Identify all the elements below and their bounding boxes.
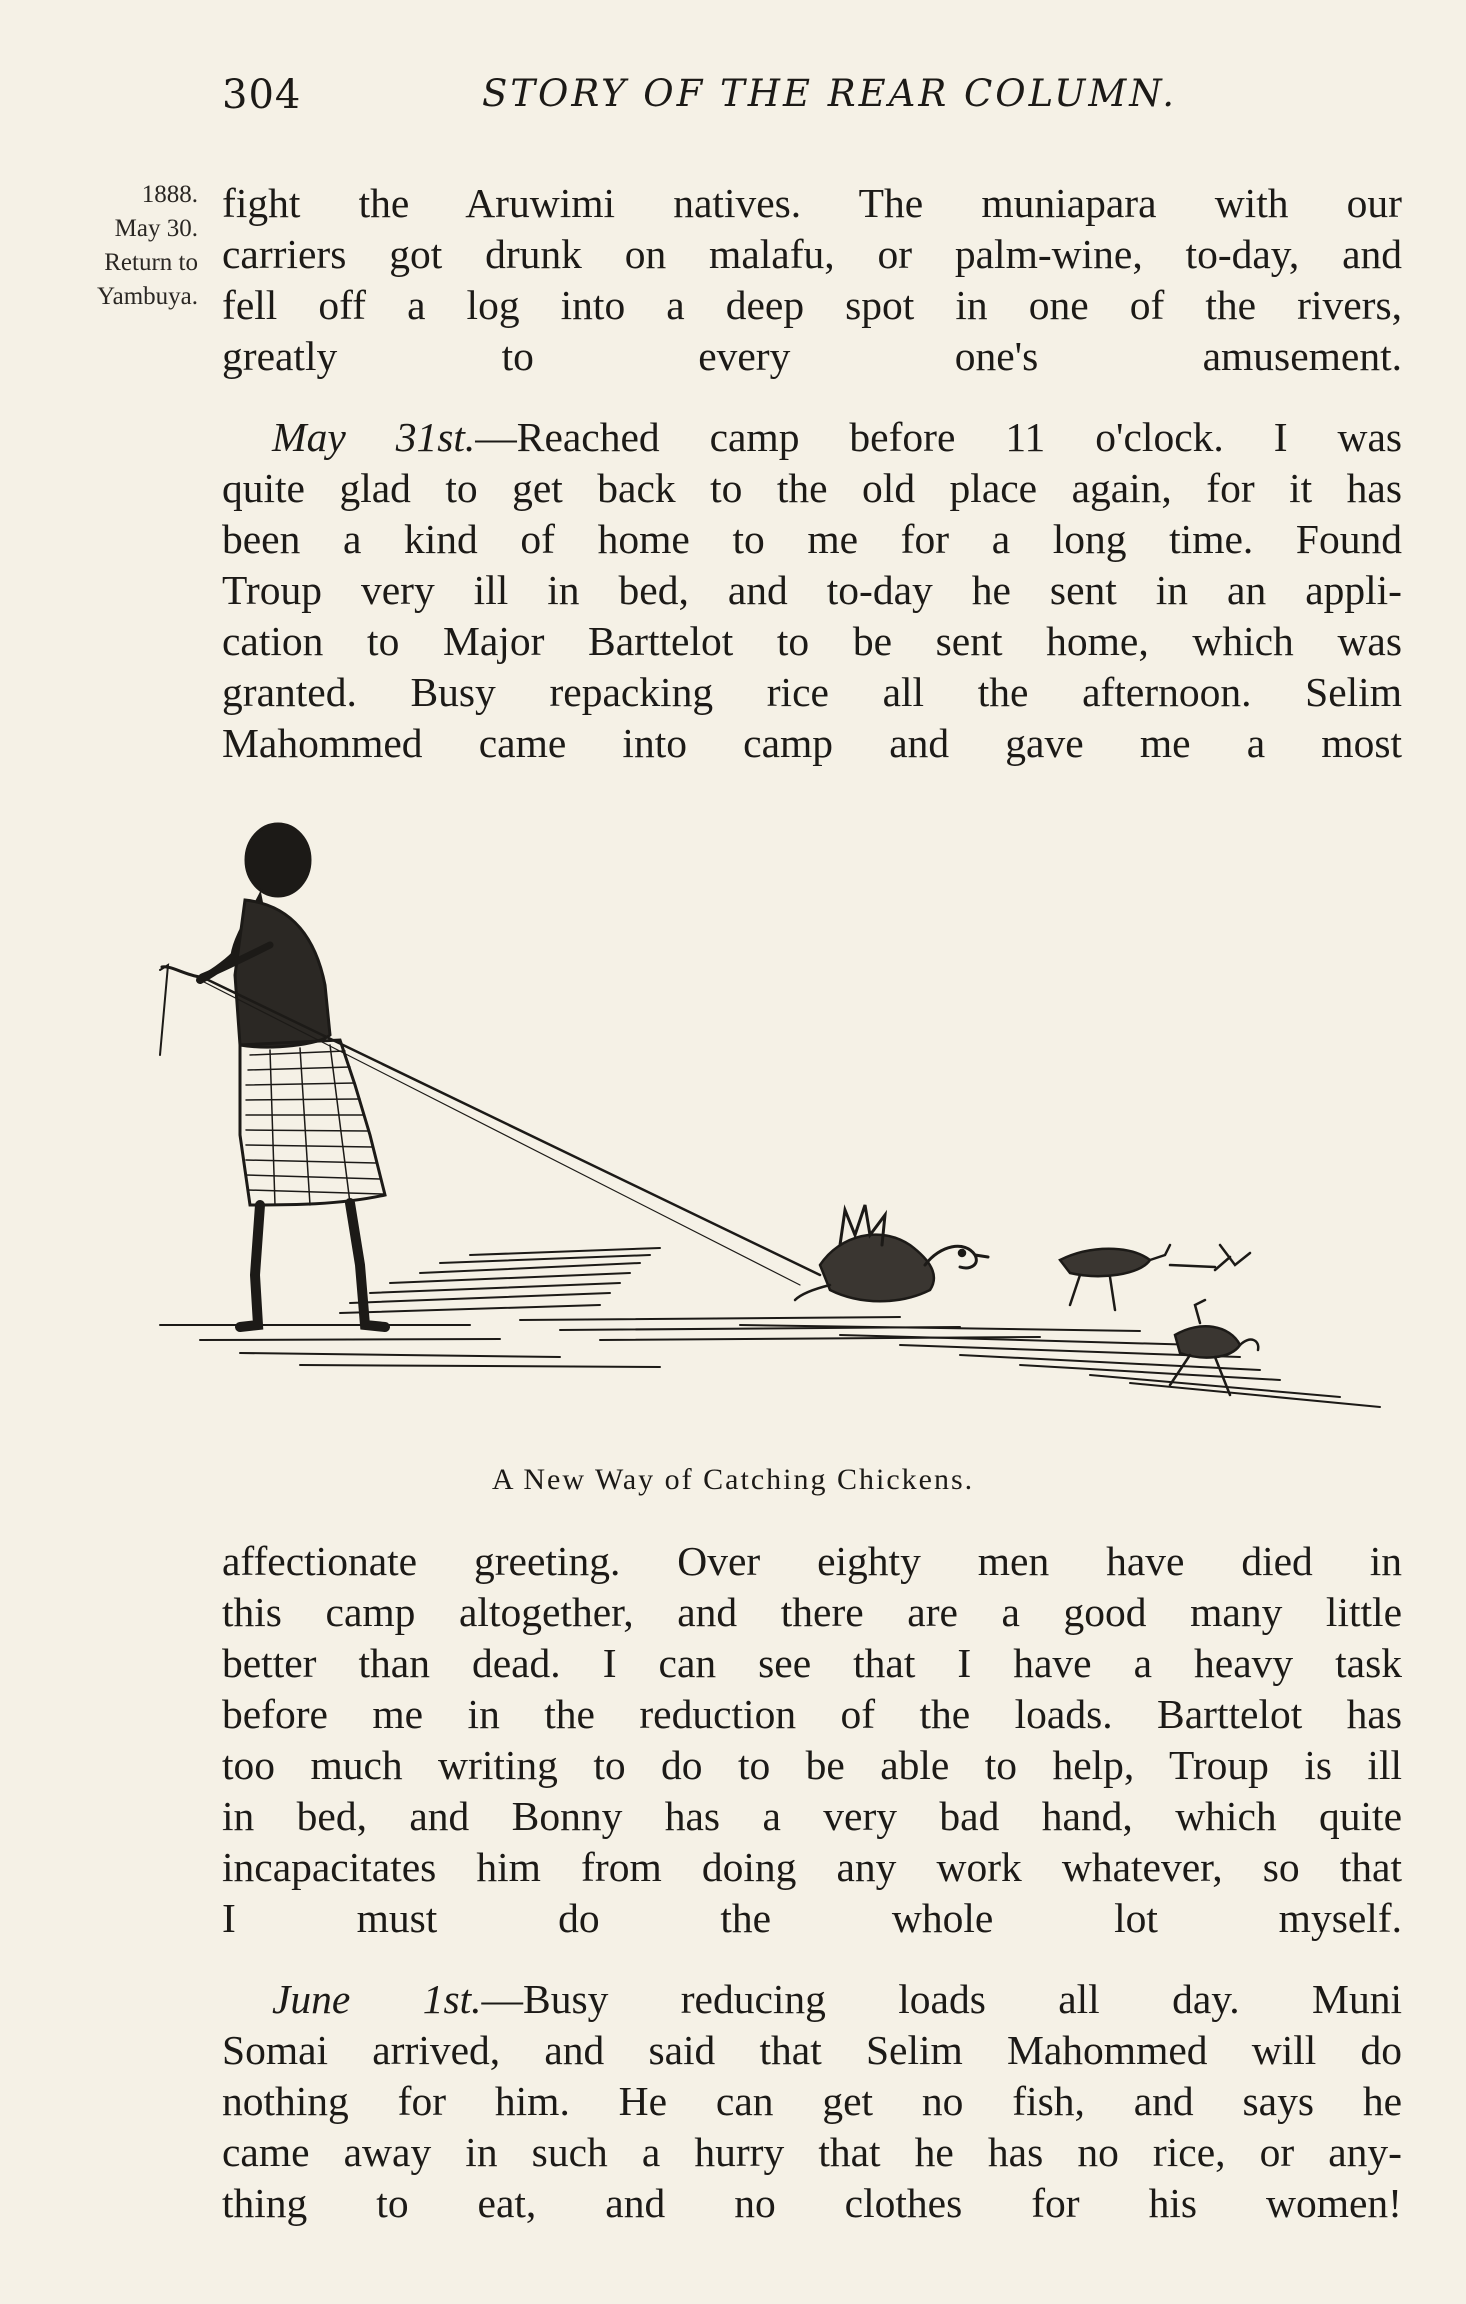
chicken-right-upper	[1060, 1245, 1250, 1310]
man-figure	[160, 824, 385, 1327]
margin-note-year: 1888.	[141, 181, 198, 208]
text-line: fell off a log into a deep spot in one of the rivers,	[222, 282, 1402, 328]
text-line: nothing for him. He can get no fish, and says he	[222, 2078, 1402, 2124]
text-line: this camp altogether, and there are a good many little	[222, 1589, 1402, 1635]
snare-line	[202, 981, 800, 1285]
text-line: quite glad to get back to the old place again, for it has	[222, 465, 1402, 511]
entry-date: May 31st.	[272, 414, 476, 460]
text-line: been a kind of home to me for a long time. Found	[222, 516, 1402, 562]
margin-note-date: May 30.	[114, 215, 198, 242]
text-block-upper	[222, 178, 1402, 799]
running-title: STORY OF THE REAR COLUMN.	[482, 72, 1177, 115]
running-head	[222, 72, 1402, 132]
text-line: too much writing to do to be able to help, Troup is ill	[222, 1742, 1402, 1788]
text-block-lower	[222, 1536, 1402, 2259]
entry-date: June 1st.	[272, 1976, 482, 2022]
paragraph-may31-continued	[222, 1536, 1402, 1944]
page-number: 304	[222, 72, 302, 118]
text-line: thing to eat, and no clothes for his women!	[222, 2180, 1402, 2226]
text-line: affectionate greeting. Over eighty men have died in	[222, 1538, 1402, 1584]
text-line: Mahommed came into camp and gave me a most	[222, 720, 1402, 766]
text-line-first	[222, 412, 1402, 463]
text-line: carriers got drunk on malafu, or palm-wine, to-day, and	[222, 231, 1402, 277]
paragraph-may30	[222, 178, 1402, 382]
margin-note-subject-2: Yambuya.	[97, 283, 198, 310]
text-fragment: —Busy reducing loads all day. Muni	[481, 1976, 1402, 2022]
text-line: greatly to every one's amusement.	[222, 333, 1402, 379]
text-line: incapacitates him from doing any work whatever, so that	[222, 1844, 1402, 1890]
text-line: came away in such a hurry that he has no rice, or any-	[222, 2129, 1402, 2175]
text-line-first	[222, 1974, 1402, 2025]
text-line: fight the Aruwimi natives. The muniapara with our	[222, 180, 1402, 226]
engraving-illustration	[140, 805, 1400, 1445]
text-line: Troup very ill in bed, and to-day he sent in an appli-	[222, 567, 1402, 613]
text-fragment: —Reached camp before 11 o'clock. I was	[475, 414, 1403, 460]
text-line: I must do the whole lot myself.	[222, 1895, 1402, 1941]
chicken-center	[795, 1205, 988, 1301]
text-line: cation to Major Barttelot to be sent home, which was	[222, 618, 1402, 664]
paragraph-may31	[222, 412, 1402, 769]
text-line: granted. Busy repacking rice all the afternoon. Selim	[222, 669, 1402, 715]
text-line: better than dead. I can see that I have a heavy task	[222, 1640, 1402, 1686]
rope-line	[202, 977, 820, 1275]
text-line: Somai arrived, and said that Selim Mahommed will do	[222, 2027, 1402, 2073]
paragraph-june1	[222, 1974, 1402, 2229]
margin-note	[30, 178, 198, 314]
text-line: before me in the reduction of the loads. Barttelot has	[222, 1691, 1402, 1737]
margin-note-subject-1: Return to	[104, 249, 198, 276]
text-line: in bed, and Bonny has a very bad hand, which quite	[222, 1793, 1402, 1839]
chicken-right-lower	[1170, 1300, 1258, 1395]
illustration-caption: A New Way of Catching Chickens.	[491, 1463, 975, 1496]
